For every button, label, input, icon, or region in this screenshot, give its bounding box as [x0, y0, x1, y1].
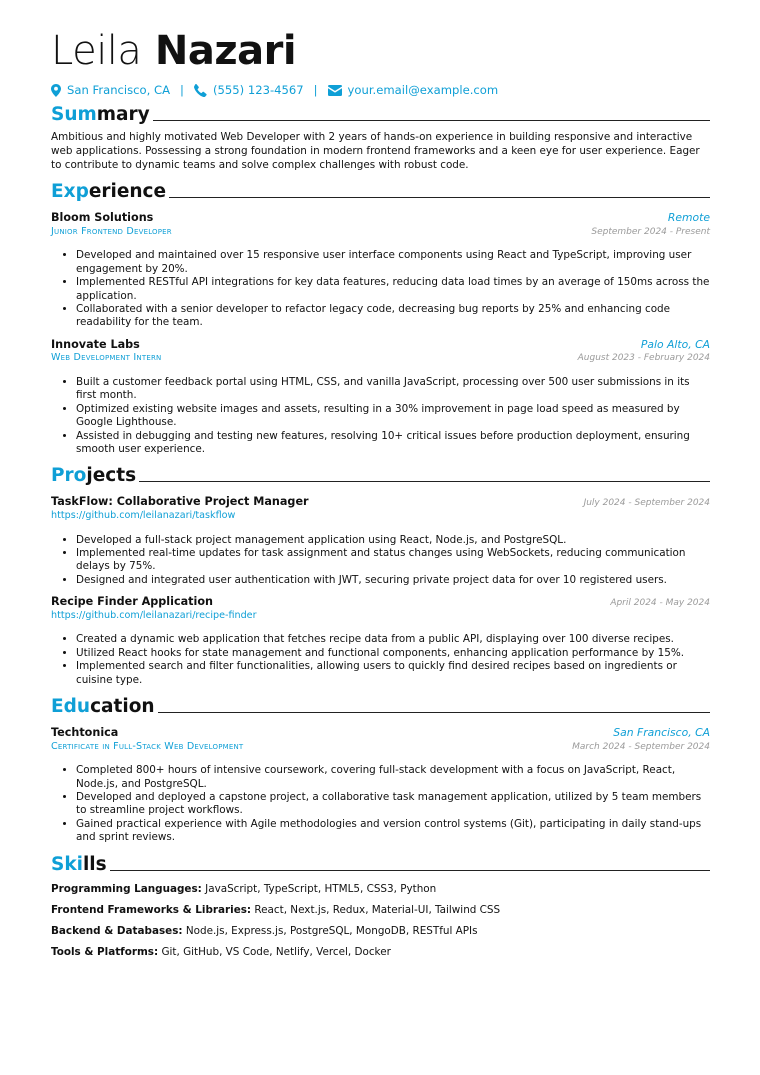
title-accent: Ski [51, 853, 83, 875]
skill-category: Tools & Platforms: [51, 945, 159, 958]
project-link[interactable]: https://github.com/leilanazari/recipe-finder [51, 609, 257, 621]
title-accent: Edu [51, 696, 91, 717]
job-location: Remote [667, 211, 710, 225]
experience-section-heading [51, 181, 710, 203]
list-item: • Completed 800+ hours of intensive coursework, covering full-stack development with a focus on JavaScript, React, Node.js, and PostgreSQL. [76, 764, 710, 791]
title-rest: erience [88, 181, 167, 203]
company-name: Innovate Labs [51, 337, 140, 351]
contact-bar [51, 83, 710, 98]
candidate-name [51, 28, 710, 74]
skill-category: Programming Languages: [51, 882, 202, 895]
section-title [51, 104, 150, 126]
achievement-list [51, 376, 710, 456]
title-rest: jects [86, 465, 137, 487]
list-item: • Assisted in debugging and testing new features, resolving 10+ critical issues before production deployment, ensuring smooth user experience. [76, 430, 710, 457]
program-name: Certificate in Full-Stack Web Development [51, 740, 244, 752]
skills-section-heading [51, 854, 710, 876]
skill-row [51, 924, 710, 938]
achievement-list [51, 764, 710, 844]
company-name: Bloom Solutions [51, 211, 154, 225]
phone-icon [194, 84, 207, 97]
section-title [51, 854, 107, 876]
title-accent: Pro [51, 465, 87, 487]
skill-values: Git, GitHub, VS Code, Netlify, Vercel, Docker [161, 945, 391, 958]
program-dates: March 2024 - September 2024 [572, 741, 710, 752]
list-item: • Developed and maintained over 15 responsive user interface components using React and TypeScript, improving user engagement by 20%. [76, 249, 710, 276]
achievement-list [51, 249, 710, 329]
job-location: Palo Alto, CA [640, 337, 710, 351]
title-accent: Exp [51, 181, 89, 203]
skill-row [51, 945, 710, 959]
project-name: TaskFlow: Collaborative Project Manager [51, 495, 309, 509]
summary-text: Ambitious and highly motivated Web Developer with 2 years of hands-on experience in building responsive and interactive web applications. Possessing a strong foundation in modern frontend frameworks and a keen eye for user experience. Eager to contribute to dynamic teams and solve complex challenges with robust code. [51, 131, 700, 172]
phone-text: (555) 123-4567 [212, 83, 304, 97]
envelope-icon [328, 85, 342, 96]
list-item: • Implemented search and filter functionalities, allowing users to quickly find desired recipes based on ingredients or cuisine type. [76, 660, 710, 687]
project-entry [51, 495, 710, 587]
email-text: your.email@example.com [347, 83, 499, 97]
list-item: • Developed and deployed a capstone project, a collaborative task management application, utilized by 5 team members to streamline project workflows. [76, 791, 710, 818]
project-link[interactable]: https://github.com/leilanazari/taskflow [51, 510, 236, 522]
section-title [51, 181, 166, 203]
school-name: Techtonica [51, 726, 119, 739]
contact-separator: | [180, 83, 184, 97]
job-dates: August 2023 - February 2024 [577, 353, 710, 364]
project-dates: April 2024 - May 2024 [610, 598, 710, 609]
map-pin-icon [51, 84, 61, 97]
title-rest: cation [90, 696, 155, 717]
skill-values: Node.js, Express.js, PostgreSQL, MongoDB, RESTful APIs [185, 924, 478, 937]
last-name: Nazari [154, 28, 297, 74]
first-name: Leila [51, 28, 142, 74]
skill-category: Frontend Frameworks & Libraries: [51, 903, 252, 916]
projects-section-heading [51, 465, 710, 487]
list-item: • Optimized existing website images and assets, resulting in a 30% improvement in page load speed as measured by Google Lighthouse. [76, 403, 710, 430]
section-divider [153, 120, 710, 121]
list-item: • Utilized React hooks for state management and functional components, enhancing application performance by 15%. [76, 647, 710, 660]
section-divider [158, 712, 710, 713]
list-item: • Developed a full-stack project management application using React, Node.js, and PostgreSQL. [76, 534, 710, 547]
list-item: • Designed and integrated user authentication with JWT, securing private project data for over 10 registered users. [76, 574, 710, 587]
list-item: • Collaborated with a senior developer to refactor legacy code, decreasing bug reports by 25% and enhancing code readability for the team. [76, 303, 710, 330]
experience-entry [51, 211, 710, 330]
list-item: • Implemented real-time updates for task assignment and status changes using WebSockets, reducing communication delays by 75%. [76, 547, 710, 574]
project-dates: July 2024 - September 2024 [583, 498, 710, 509]
contact-phone[interactable] [194, 83, 304, 98]
section-title [51, 465, 136, 487]
experience-entry [51, 338, 710, 457]
job-role: Web Development Intern [51, 352, 162, 364]
section-divider [110, 870, 710, 871]
skill-row [51, 903, 710, 917]
skill-values: JavaScript, TypeScript, HTML5, CSS3, Python [205, 882, 437, 895]
title-rest: mary [96, 104, 150, 126]
section-divider [169, 197, 710, 198]
project-entry [51, 595, 710, 687]
contact-separator: | [313, 83, 318, 97]
list-item: • Created a dynamic web application that fetches recipe data from a public API, displaying over 100 diverse recipes. [76, 633, 710, 646]
summary-section-heading [51, 104, 710, 126]
skills-list [51, 882, 710, 959]
job-dates: September 2024 - Present [591, 226, 710, 237]
skill-category: Backend & Databases: [51, 924, 183, 937]
job-role: Junior Frontend Developer [51, 225, 172, 237]
school-location: San Francisco, CA [613, 726, 710, 739]
section-divider [139, 481, 710, 482]
achievement-list [51, 534, 710, 588]
list-item: • Gained practical experience with Agile methodologies and version control systems (Git), participating in daily stand-ups and sprint reviews. [76, 818, 710, 845]
contact-location [51, 83, 170, 98]
section-title [51, 696, 155, 718]
list-item: • Implemented RESTful API integrations for key data features, reducing data load times by an average of 150ms across the application. [76, 276, 710, 303]
project-name: Recipe Finder Application [51, 595, 213, 609]
education-entry [51, 726, 710, 845]
list-item: • Built a customer feedback portal using HTML, CSS, and vanilla JavaScript, processing over 500 user submissions in its first month. [76, 376, 710, 403]
skill-values: React, Next.js, Redux, Material-UI, Tailwind CSS [254, 903, 501, 916]
title-accent: Sum [51, 104, 97, 126]
location-text: San Francisco, CA [67, 83, 171, 97]
skill-row [51, 882, 710, 896]
education-section-heading [51, 696, 710, 718]
title-rest: lls [82, 853, 107, 875]
achievement-list [51, 633, 710, 687]
contact-email[interactable] [328, 83, 499, 98]
